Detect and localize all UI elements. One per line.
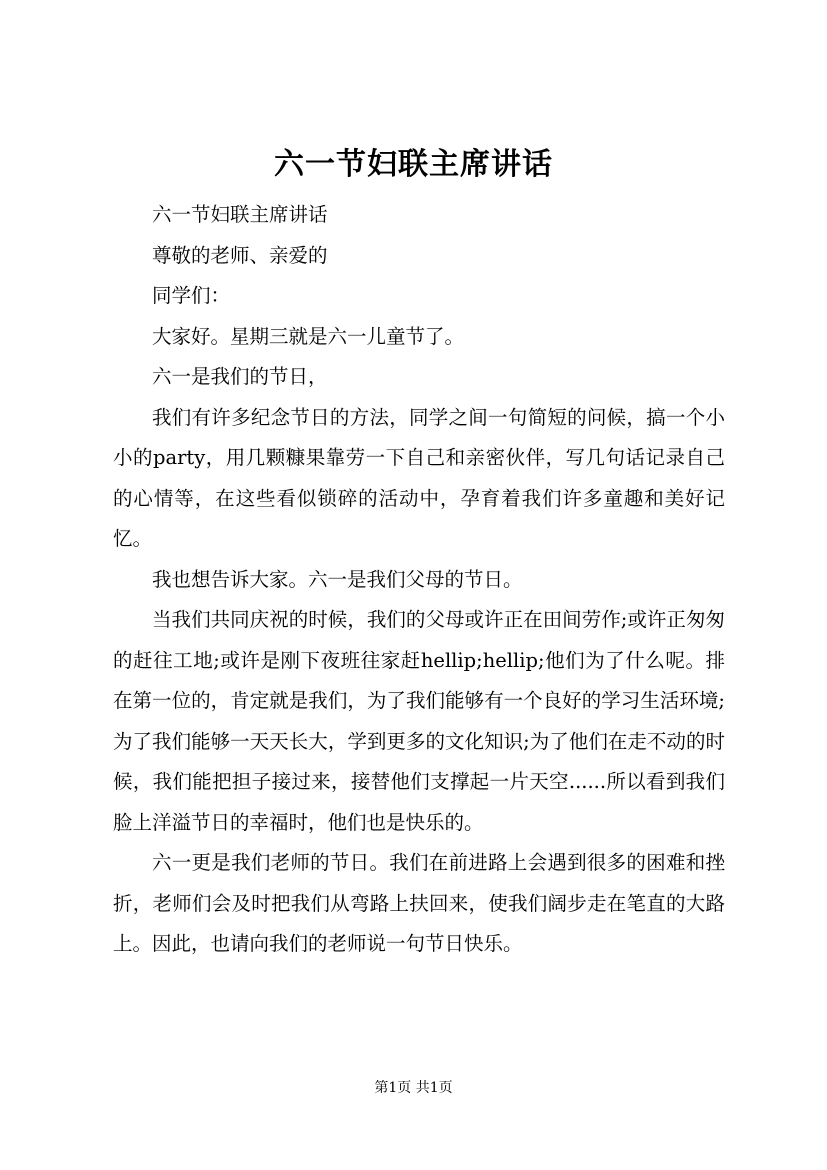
paragraph: 六一更是我们老师的节日。我们在前进路上会遇到很多的困难和挫折，老师们会及时把我们从弯路上扶回来，使我们阔步走在笔直的大路上。因此，也请向我们的老师说一句节日快乐。 — [113, 851, 725, 955]
page-footer: 第1页 共1页 — [374, 1080, 453, 1096]
document-title: 六一节妇联主席讲话 — [274, 147, 553, 182]
paragraph: 尊敬的老师、亲爱的 — [152, 243, 328, 267]
paragraph: 我们有许多纪念节日的方法，同学之间一句简短的问候，搞一个小小的party，用几颗糠果靠劳一下自己和亲密伙伴，写几句话记录自己的心情等，在这些看似锁碎的活动中，孕育着我们许多童趣和美好记忆。 — [113, 405, 725, 550]
paragraph: 六一是我们的节日， — [152, 365, 328, 388]
paragraph: 同学们： — [152, 284, 231, 307]
paragraph: 大家好。星期三就是六一儿童节了。 — [152, 324, 465, 348]
document-body — [113, 195, 725, 965]
paragraph: 我也想告诉大家。六一是我们父母的节日。 — [152, 567, 523, 591]
paragraph: 六一节妇联主席讲话 — [152, 203, 328, 226]
paragraph: 当我们共同庆祝的时候，我们的父母或许正在田间劳作;或许正匆匆的赶往工地;或许是刚下夜班往家赶hellip;hellip;他们为了什么呢。排在第一位的，肯定就是我们，为了我们能够有一个良好的学习生活环境;为了我们能够一天天长大，学到更多的文化知识;为了他们在走不动的时候，我们能把担子接过来，接替他们支撑起一片天空......所以看到我们脸上洋溢节日的幸福时，他们也是快乐的。 — [113, 608, 725, 834]
